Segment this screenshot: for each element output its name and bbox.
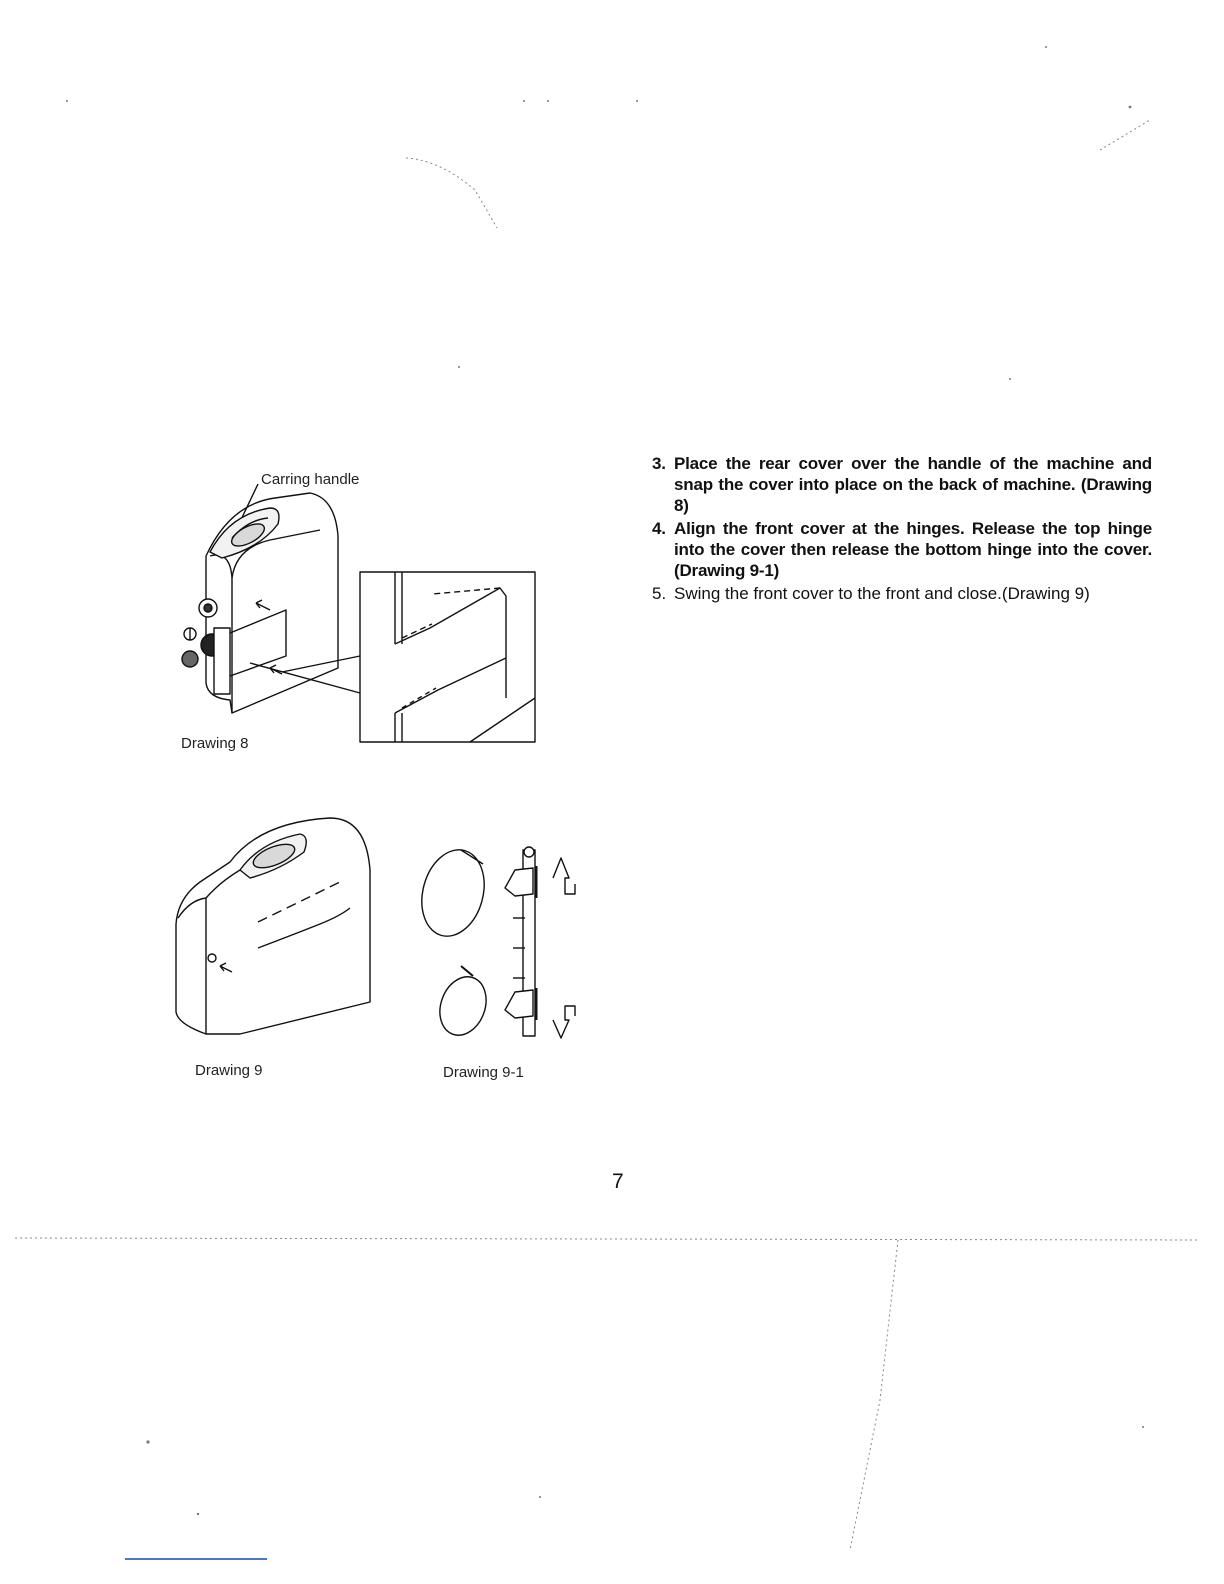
drawing-9-illustration xyxy=(170,812,390,1052)
step-number: 4. xyxy=(652,519,666,538)
drawing-9-1 xyxy=(415,838,590,1088)
drawing-9 xyxy=(170,812,390,1082)
drawing-9-caption: Drawing 9 xyxy=(195,1062,263,1079)
drawing-8 xyxy=(170,468,550,758)
step-text: Place the rear cover over the handle of the machine and snap the cover into place on the back of machine. (Drawing 8) xyxy=(674,454,1152,515)
step-number: 3. xyxy=(652,454,666,473)
page-number: 7 xyxy=(612,1170,624,1193)
step-text: Align the front cover at the hinges. Release the top hinge into the cover then release the bottom hinge into the cover. (Drawing 9-1) xyxy=(674,519,1152,580)
instruction-step xyxy=(652,583,1152,604)
drawing-9-1-caption: Drawing 9-1 xyxy=(443,1064,524,1081)
instruction-step xyxy=(652,453,1152,516)
footer-rule xyxy=(125,1558,267,1560)
callout-carring-handle: Carring handle xyxy=(261,471,360,488)
instruction-step xyxy=(652,518,1152,581)
drawing-8-caption: Drawing 8 xyxy=(181,735,249,752)
drawing-8-illustration xyxy=(170,468,550,758)
instruction-list xyxy=(652,453,1152,606)
drawing-9-1-illustration xyxy=(415,838,590,1048)
step-number: 5. xyxy=(652,584,667,603)
step-text: Swing the front cover to the front and close.(Drawing 9) xyxy=(674,584,1090,603)
